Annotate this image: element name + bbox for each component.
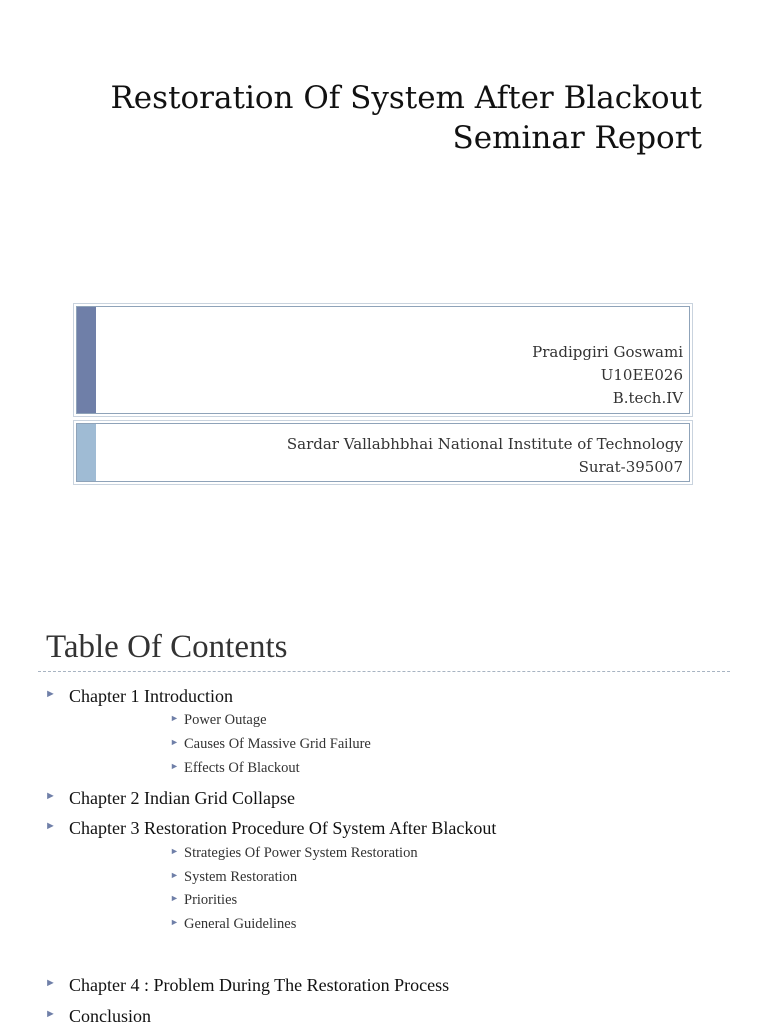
author-course: B.tech.IV — [612, 389, 683, 407]
toc-chapter-3 — [45, 818, 497, 839]
toc-chapter-4 — [45, 975, 450, 996]
toc-subitem — [170, 736, 371, 753]
toc-chapter-label: Chapter 4 : Problem During The Restoration Process — [69, 975, 450, 995]
institute-city: Surat-395007 — [578, 458, 683, 476]
institute-box — [76, 423, 690, 482]
toc-chapter-label: Chapter 3 Restoration Procedure Of System After Blackout — [69, 818, 497, 838]
toc-subitem-label: System Restoration — [184, 869, 298, 885]
triangle-bullet-icon: ► — [45, 1008, 56, 1020]
toc-subitem-label: Strategies Of Power System Restoration — [184, 845, 418, 861]
institute-name: Sardar Vallabhbhai National Institute of Technology — [286, 435, 683, 453]
toc-subitem-label: Power Outage — [184, 712, 267, 728]
toc-subitem — [170, 916, 297, 933]
triangle-bullet-icon: ► — [170, 870, 179, 880]
toc-subitem — [170, 760, 300, 777]
triangle-bullet-icon: ► — [170, 737, 179, 747]
toc-subitem-label: Effects Of Blackout — [184, 760, 300, 776]
triangle-bullet-icon: ► — [170, 761, 179, 771]
toc-subitem — [170, 869, 298, 886]
author-roll-number: U10EE026 — [600, 366, 683, 384]
triangle-bullet-icon: ► — [45, 820, 56, 832]
toc-subitem — [170, 712, 267, 729]
toc-chapter-2 — [45, 788, 295, 809]
triangle-bullet-icon: ► — [170, 893, 179, 903]
toc-subitem-label: General Guidelines — [184, 916, 297, 932]
triangle-bullet-icon: ► — [45, 688, 56, 700]
toc-chapter-label: Chapter 1 Introduction — [69, 686, 233, 706]
triangle-bullet-icon: ► — [45, 790, 56, 802]
author-box — [76, 306, 690, 414]
toc-chapter-label: Conclusion — [69, 1006, 152, 1026]
author-name: Pradipgiri Goswami — [532, 343, 683, 361]
triangle-bullet-icon: ► — [170, 846, 179, 856]
toc-heading: Table Of Contents — [46, 629, 288, 665]
institute-box-accent-bar — [77, 424, 96, 481]
report-title-line-1: Restoration Of System After Blackout — [110, 80, 702, 116]
report-title-line-2: Seminar Report — [452, 120, 702, 156]
triangle-bullet-icon: ► — [170, 713, 179, 723]
toc-chapter-label: Chapter 2 Indian Grid Collapse — [69, 788, 295, 808]
triangle-bullet-icon: ► — [45, 977, 56, 989]
author-box-accent-bar — [77, 307, 96, 413]
toc-subitem-label: Causes Of Massive Grid Failure — [184, 736, 371, 752]
toc-divider — [38, 671, 730, 672]
toc-subitem — [170, 892, 238, 909]
triangle-bullet-icon: ► — [170, 917, 179, 927]
toc-subitem-label: Priorities — [184, 892, 238, 908]
toc-subitem — [170, 845, 418, 862]
toc-chapter-1 — [45, 686, 233, 707]
report-title — [42, 78, 702, 158]
